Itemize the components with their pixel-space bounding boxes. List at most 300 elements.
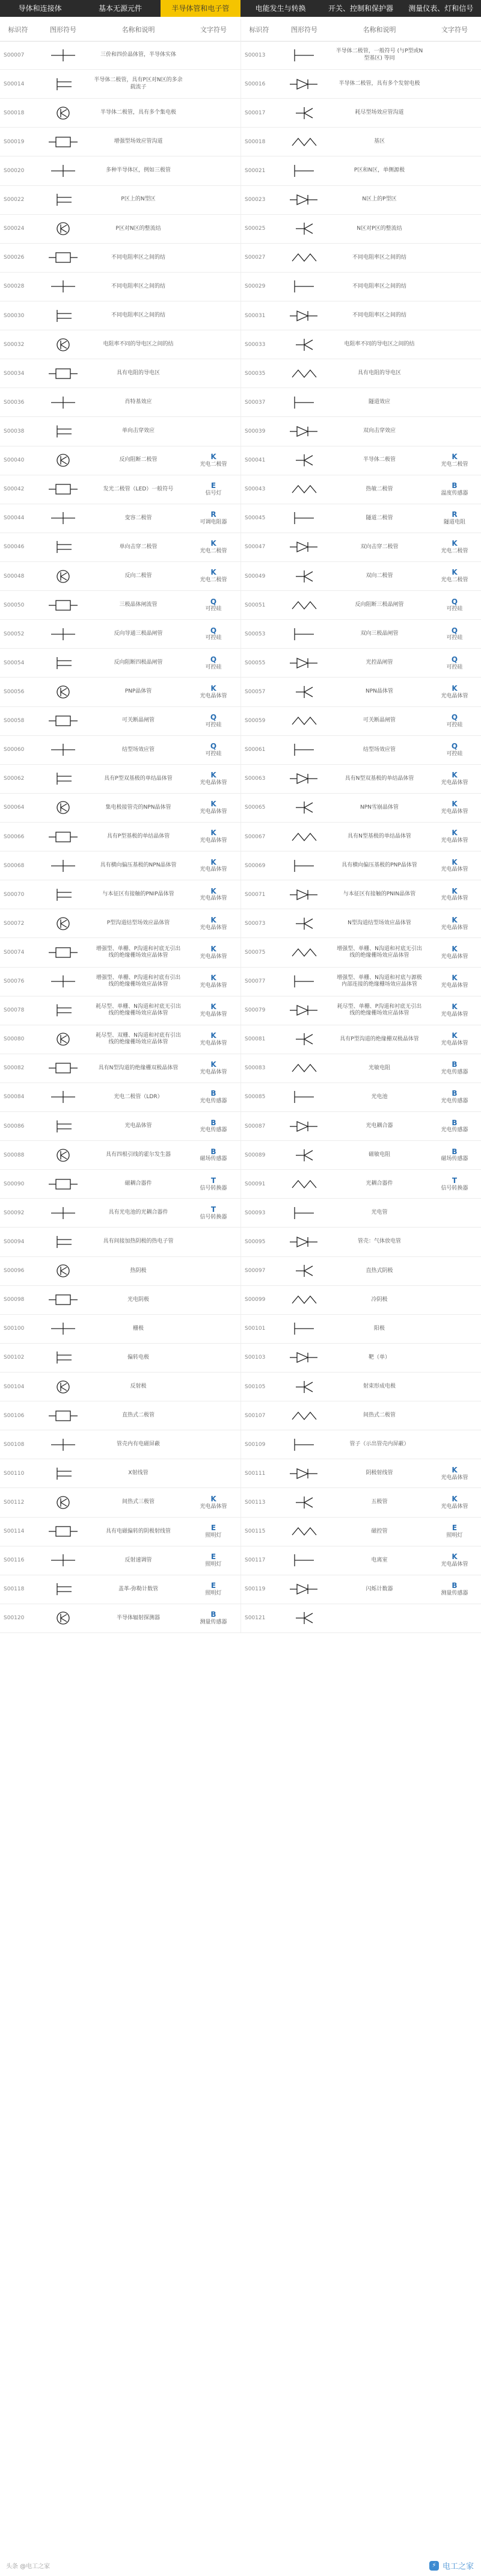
header-name: 名称和说明: [363, 26, 396, 34]
schematic-symbol-icon: [277, 417, 331, 445]
tab-2[interactable]: 半导体管和电子管: [161, 0, 240, 17]
schematic-symbol-icon: [277, 1257, 331, 1285]
letter-symbol: [186, 1257, 240, 1285]
letter-code: K: [452, 944, 458, 953]
symbol-code: S00085: [245, 1094, 266, 1101]
left-entry: [0, 1459, 240, 1487]
symbol-code: S00100: [4, 1326, 25, 1332]
symbol-code: S00035: [245, 370, 266, 377]
schematic-symbol-icon: [277, 1518, 331, 1546]
symbol-code: S00053: [245, 631, 266, 637]
letter-description: 光电晶体管: [200, 953, 227, 960]
symbol-code: S00057: [245, 688, 266, 695]
letter-symbol: [427, 1518, 481, 1546]
letter-code: Q: [451, 713, 458, 721]
symbol-name: 可关断晶闸管: [363, 717, 396, 724]
symbol-code: S00022: [4, 197, 25, 203]
right-entry: [240, 446, 481, 475]
letter-symbol: [427, 475, 481, 504]
letter-symbol: [427, 533, 481, 561]
letter-symbol: [427, 41, 481, 69]
schematic-symbol-icon: [277, 1083, 331, 1111]
symbol-code: S00116: [4, 1557, 25, 1564]
symbol-name: 变容二极管: [124, 514, 152, 521]
schematic-symbol-icon: [36, 938, 90, 966]
symbol-name: 耗尽型、单栅、N沟道和衬底无引出线的绝缘栅场效应晶体管: [96, 1003, 181, 1017]
letter-code: E: [210, 1524, 216, 1533]
symbol-name: 半导体辐射探测器: [116, 1614, 160, 1621]
letter-symbol: [186, 562, 240, 590]
symbol-name: 具有N型双基极的单结晶体管: [345, 775, 414, 782]
symbol-name: P型沟道结型场效应晶体管: [106, 920, 170, 927]
symbol-code: S00073: [245, 920, 266, 927]
letter-code: K: [452, 452, 458, 462]
letter-description: 可控硅: [446, 750, 463, 757]
letter-description: 光电二极管: [200, 577, 227, 584]
letter-description: 光电晶体管: [200, 982, 227, 989]
letter-code: K: [210, 829, 216, 838]
schematic-symbol-icon: [277, 1575, 331, 1604]
left-entry: [0, 1518, 240, 1546]
symbol-name: 与本征区有接触的PNIN晶体管: [343, 891, 416, 898]
schematic-symbol-icon: [36, 1401, 90, 1430]
schematic-symbol-icon: [277, 707, 331, 735]
symbol-code: S00067: [245, 833, 266, 840]
letter-code: Q: [451, 597, 458, 606]
symbol-code: S00093: [245, 1209, 266, 1216]
symbol-name: P区对N区的整流结: [115, 225, 161, 232]
symbol-name: 磁控管: [371, 1528, 388, 1534]
left-entry: [0, 186, 240, 214]
letter-symbol: [186, 533, 240, 561]
letter-symbol: [427, 215, 481, 243]
schematic-symbol-icon: [36, 70, 90, 98]
symbol-name: 间热式三极管: [121, 1499, 155, 1506]
symbol-code: S00072: [4, 920, 25, 927]
symbol-code: S00018: [4, 110, 25, 116]
schematic-symbol-icon: [36, 128, 90, 156]
symbol-code: S00042: [4, 486, 25, 493]
left-entry: [0, 765, 240, 793]
letter-description: 光电晶体管: [200, 1069, 227, 1076]
symbol-name: 冷阴极: [371, 1296, 388, 1303]
schematic-symbol-icon: [277, 301, 331, 330]
symbol-name: 隧道效应: [368, 399, 390, 406]
letter-code: K: [452, 857, 458, 866]
symbol-code: S00118: [4, 1586, 25, 1593]
left-entry: [0, 359, 240, 388]
letter-symbol: [186, 765, 240, 793]
letter-symbol: [186, 301, 240, 330]
left-entry: [0, 273, 240, 301]
symbol-name: N型沟道结型场效应晶体管: [348, 920, 411, 927]
letter-description: 照明灯: [205, 1561, 222, 1568]
symbol-name: 半导体二极管: [363, 457, 396, 463]
symbol-code: S00065: [245, 805, 266, 811]
right-entry: [240, 938, 481, 966]
symbol-name: 集电极接管壳的NPN晶体管: [105, 804, 171, 811]
letter-symbol: [427, 1170, 481, 1198]
symbol-name: 隧道二极管: [366, 514, 393, 521]
tab-5[interactable]: 测量仪表、灯和信号: [408, 4, 474, 13]
symbol-name: 电阻率不同的导电区之间的结: [344, 341, 415, 348]
letter-description: 可调电阻器: [200, 519, 227, 526]
symbol-code: S00092: [4, 1209, 25, 1216]
symbol-code: S00039: [245, 428, 266, 434]
letter-symbol: [427, 504, 481, 533]
letter-code: Q: [210, 655, 217, 664]
schematic-symbol-icon: [277, 330, 331, 359]
letter-symbol: [427, 1546, 481, 1575]
schematic-symbol-icon: [36, 41, 90, 69]
tab-0[interactable]: 导体和连接体: [18, 4, 62, 13]
symbol-name: 可关断晶闸管: [121, 717, 155, 724]
symbol-name: 增强型场效应管沟道: [114, 138, 163, 145]
letter-symbol: [427, 417, 481, 445]
schematic-symbol-icon: [277, 851, 331, 880]
left-entry: [0, 1344, 240, 1372]
right-entry: [240, 156, 481, 185]
letter-symbol: [427, 823, 481, 851]
table-row: [0, 330, 481, 359]
letter-description: 光电晶体管: [441, 982, 468, 989]
left-entry: [0, 330, 240, 359]
letter-symbol: [186, 649, 240, 677]
symbol-code: S00014: [4, 81, 25, 87]
right-entry: [240, 273, 481, 301]
tab-4[interactable]: 开关、控制和保护器: [328, 4, 393, 13]
left-entry: [0, 678, 240, 706]
symbol-name: 具有横向偏压基极的PNP晶体管: [342, 862, 417, 868]
letter-description: 信号转换器: [200, 1214, 227, 1220]
left-entry: [0, 707, 240, 735]
symbol-code: S00038: [4, 428, 25, 434]
symbol-code: S00088: [4, 1152, 25, 1158]
letter-code: K: [210, 539, 216, 548]
table-row: [0, 1430, 481, 1459]
table-row: [0, 41, 481, 70]
schematic-symbol-icon: [36, 186, 90, 214]
schematic-symbol-icon: [277, 1344, 331, 1372]
letter-code: Q: [210, 626, 217, 635]
symbol-code: S00007: [4, 52, 25, 58]
schematic-symbol-icon: [36, 1430, 90, 1459]
symbol-code: S00050: [4, 602, 25, 608]
symbol-code: S00046: [4, 544, 25, 551]
symbol-name: 不同电阻率区之间的结: [111, 312, 165, 318]
letter-symbol: [427, 968, 481, 996]
schematic-symbol-icon: [36, 1459, 90, 1487]
letter-code: B: [210, 1610, 216, 1619]
schematic-symbol-icon: [277, 1054, 331, 1083]
letter-symbol: [186, 1112, 240, 1140]
left-entry: [0, 215, 240, 243]
symbol-name: 具有P型沟道的绝缘栅双极晶体管: [340, 1036, 419, 1042]
table-row: [0, 244, 481, 273]
right-entry: [240, 1373, 481, 1401]
symbol-code: S00021: [245, 167, 266, 174]
left-entry: [0, 70, 240, 98]
letter-description: 信号灯: [205, 490, 222, 496]
letter-description: 光电传感器: [441, 1069, 468, 1076]
left-entry: [0, 1112, 240, 1140]
letter-symbol: [427, 273, 481, 301]
symbol-name: 具有电阻的导电区: [357, 370, 401, 377]
symbol-code: S00062: [4, 776, 25, 782]
symbol-code: S00076: [4, 978, 25, 985]
left-entry: [0, 99, 240, 127]
symbol-code: S00047: [245, 544, 266, 551]
table-row: [0, 1401, 481, 1430]
letter-symbol: [186, 475, 240, 504]
schematic-symbol-icon: [36, 156, 90, 185]
right-entry: [240, 794, 481, 822]
schematic-symbol-icon: [277, 1025, 331, 1054]
symbol-name: 具有电磁偏转的阴极射线管: [105, 1528, 171, 1534]
symbol-code: S00027: [245, 255, 266, 261]
letter-symbol: [186, 1315, 240, 1343]
symbol-code: S00074: [4, 949, 25, 956]
schematic-symbol-icon: [277, 186, 331, 214]
schematic-symbol-icon: [277, 504, 331, 533]
schematic-symbol-icon: [36, 591, 90, 619]
letter-symbol: [427, 244, 481, 272]
table-row: [0, 186, 481, 215]
table-row: [0, 1373, 481, 1401]
right-entry: [240, 41, 481, 69]
symbol-name: 基区: [373, 138, 385, 145]
left-entry: [0, 851, 240, 880]
schematic-symbol-icon: [36, 1286, 90, 1314]
letter-symbol: [186, 1575, 240, 1604]
right-entry: [240, 1083, 481, 1111]
right-entry: [240, 1604, 481, 1632]
letter-symbol: [186, 938, 240, 966]
symbol-code: S00110: [4, 1470, 25, 1477]
table-row: [0, 591, 481, 620]
symbol-name: 光电耦合器: [366, 1122, 393, 1129]
symbol-name: 具有间接加热阴极的热电子管: [103, 1238, 174, 1245]
symbol-code: S00041: [245, 457, 266, 464]
letter-code: K: [452, 1002, 458, 1012]
schematic-symbol-icon: [36, 1575, 90, 1604]
tab-1[interactable]: 基本无源元件: [98, 4, 142, 13]
left-entry: [0, 1054, 240, 1083]
symbol-code: S00109: [245, 1441, 266, 1448]
letter-code: E: [210, 1581, 216, 1590]
letter-code: Q: [210, 713, 217, 721]
symbol-name: 偏转电极: [127, 1354, 149, 1361]
symbol-code: S00034: [4, 370, 25, 377]
letter-description: 光电传感器: [441, 1127, 468, 1134]
left-entry: [0, 1141, 240, 1169]
symbol-code: S00091: [245, 1181, 266, 1187]
letter-code: K: [452, 771, 458, 780]
letter-description: 光电晶体管: [441, 924, 468, 931]
letter-symbol: [186, 1459, 240, 1487]
category-tabs: [0, 0, 481, 17]
letter-symbol: [427, 1286, 481, 1314]
symbol-code: S00024: [4, 226, 25, 232]
left-entry: [0, 417, 240, 445]
schematic-symbol-icon: [277, 475, 331, 504]
letter-symbol: [427, 186, 481, 214]
table-row: [0, 1083, 481, 1112]
letter-description: 光电传感器: [200, 1098, 227, 1105]
symbol-name: PNP晶体管: [124, 688, 152, 695]
left-entry: [0, 388, 240, 416]
schematic-symbol-icon: [36, 620, 90, 648]
schematic-symbol-icon: [36, 1257, 90, 1285]
schematic-symbol-icon: [277, 1112, 331, 1140]
schematic-symbol-icon: [36, 794, 90, 822]
symbol-name: 发光二极管（LED）一般符号: [103, 486, 174, 492]
table-row: [0, 1286, 481, 1315]
left-entry: [0, 533, 240, 561]
symbol-name: 三价和四价晶体管，半导体实体: [100, 51, 176, 58]
letter-symbol: [427, 1604, 481, 1632]
symbol-name: 管子（示出管壳内屏蔽）: [349, 1441, 409, 1448]
watermark-text: 电工之家: [442, 2562, 474, 2571]
letter-symbol: [186, 1170, 240, 1198]
right-entry: [240, 301, 481, 330]
letter-symbol: [186, 1228, 240, 1256]
letter-code: K: [452, 800, 458, 809]
symbol-code: S00115: [245, 1528, 266, 1535]
letter-description: 信号转换器: [200, 1185, 227, 1191]
symbol-name: 热敏二极管: [366, 486, 393, 492]
letter-description: 光电晶体管: [441, 1561, 468, 1568]
letter-symbol: [186, 707, 240, 735]
schematic-symbol-icon: [277, 794, 331, 822]
table-row: [0, 70, 481, 99]
left-entry: [0, 649, 240, 677]
right-entry: [240, 128, 481, 156]
symbol-code: S00119: [245, 1586, 266, 1593]
letter-symbol: [427, 388, 481, 416]
letter-code: K: [210, 1002, 216, 1012]
letter-code: B: [210, 1089, 216, 1098]
symbol-code: S00033: [245, 341, 266, 348]
letter-description: 光电晶体管: [441, 1040, 468, 1046]
symbol-name: 直热式二极管: [121, 1412, 155, 1419]
schematic-symbol-icon: [277, 1604, 331, 1632]
letter-symbol: [186, 1344, 240, 1372]
right-entry: [240, 1199, 481, 1227]
letter-code: T: [210, 1205, 216, 1214]
letter-symbol: [186, 504, 240, 533]
table-row: [0, 880, 481, 909]
table-row: [0, 678, 481, 706]
letter-code: Q: [210, 742, 217, 751]
tab-3[interactable]: 电能发生与转换: [255, 4, 306, 13]
letter-symbol: [186, 330, 240, 359]
letter-description: 光电二极管: [441, 461, 468, 468]
left-entry: [0, 591, 240, 619]
symbol-name: 射束形成电极: [363, 1383, 396, 1389]
symbol-code: S00087: [245, 1123, 266, 1129]
symbol-code: S00075: [245, 949, 266, 956]
symbol-name: 电阻率不同的导电区之间的结: [103, 341, 174, 348]
symbol-code: S00069: [245, 862, 266, 869]
letter-symbol: [186, 186, 240, 214]
symbol-name: 光电晶体管: [124, 1122, 152, 1129]
symbol-code: S00121: [245, 1615, 266, 1622]
table-row: [0, 996, 481, 1025]
left-entry: [0, 1604, 240, 1632]
letter-symbol: [186, 388, 240, 416]
right-entry: [240, 186, 481, 214]
right-entry: [240, 70, 481, 98]
header-code: 标识符: [249, 26, 269, 34]
letter-symbol: [186, 273, 240, 301]
right-entry: [240, 620, 481, 648]
symbol-name: P区和N区，单侧源极: [354, 167, 405, 174]
symbol-code: S00048: [4, 573, 25, 579]
schematic-symbol-icon: [36, 446, 90, 475]
letter-code: K: [210, 452, 216, 462]
letter-symbol: [427, 1401, 481, 1430]
letter-code: Q: [451, 655, 458, 664]
right-entry: [240, 1054, 481, 1083]
letter-code: K: [210, 1031, 216, 1040]
letter-code: T: [210, 1176, 216, 1185]
left-entry: [0, 301, 240, 330]
left-entry: [0, 736, 240, 764]
symbol-code: S00029: [245, 283, 266, 290]
right-entry: [240, 736, 481, 764]
table-row: [0, 301, 481, 330]
symbol-name: 栅极: [132, 1325, 144, 1332]
symbol-name: 管壳内有电磁屏蔽: [116, 1441, 160, 1448]
letter-description: 光电晶体管: [441, 895, 468, 902]
schematic-symbol-icon: [277, 591, 331, 619]
symbol-name: 反向导通三极晶闸管: [114, 631, 163, 637]
symbol-code: S00120: [4, 1615, 25, 1622]
right-entry: [240, 968, 481, 996]
left-entry: [0, 823, 240, 851]
symbol-name: 不同电阻率区之间的结: [352, 254, 406, 261]
letter-symbol: [427, 359, 481, 388]
symbol-code: S00097: [245, 1268, 266, 1274]
symbol-name: N区上的P型区: [362, 196, 397, 203]
letter-symbol: [186, 620, 240, 648]
header-left: [0, 19, 240, 41]
letter-code: K: [210, 771, 216, 780]
symbol-name: 五极管: [371, 1499, 388, 1506]
letter-symbol: [186, 1083, 240, 1111]
right-entry: [240, 388, 481, 416]
schematic-symbol-icon: [277, 244, 331, 272]
right-entry: [240, 1141, 481, 1169]
letter-description: 光电晶体管: [200, 895, 227, 902]
letter-symbol: [186, 968, 240, 996]
letter-code: K: [210, 684, 216, 693]
table-row: [0, 1257, 481, 1286]
left-entry: [0, 1575, 240, 1604]
schematic-symbol-icon: [277, 533, 331, 561]
symbol-code: S00113: [245, 1500, 266, 1506]
schematic-symbol-icon: [277, 1401, 331, 1430]
symbol-name: 增强型、单栅、P沟道和衬底有引出线的绝缘栅场效应晶体管: [96, 974, 181, 988]
schematic-symbol-icon: [277, 156, 331, 185]
letter-description: 磁场传感器: [200, 1156, 227, 1163]
symbol-name: N区对P区的整流结: [357, 225, 402, 232]
letter-symbol: [186, 1546, 240, 1575]
right-entry: [240, 215, 481, 243]
letter-description: 光电晶体管: [200, 809, 227, 815]
right-entry: [240, 359, 481, 388]
